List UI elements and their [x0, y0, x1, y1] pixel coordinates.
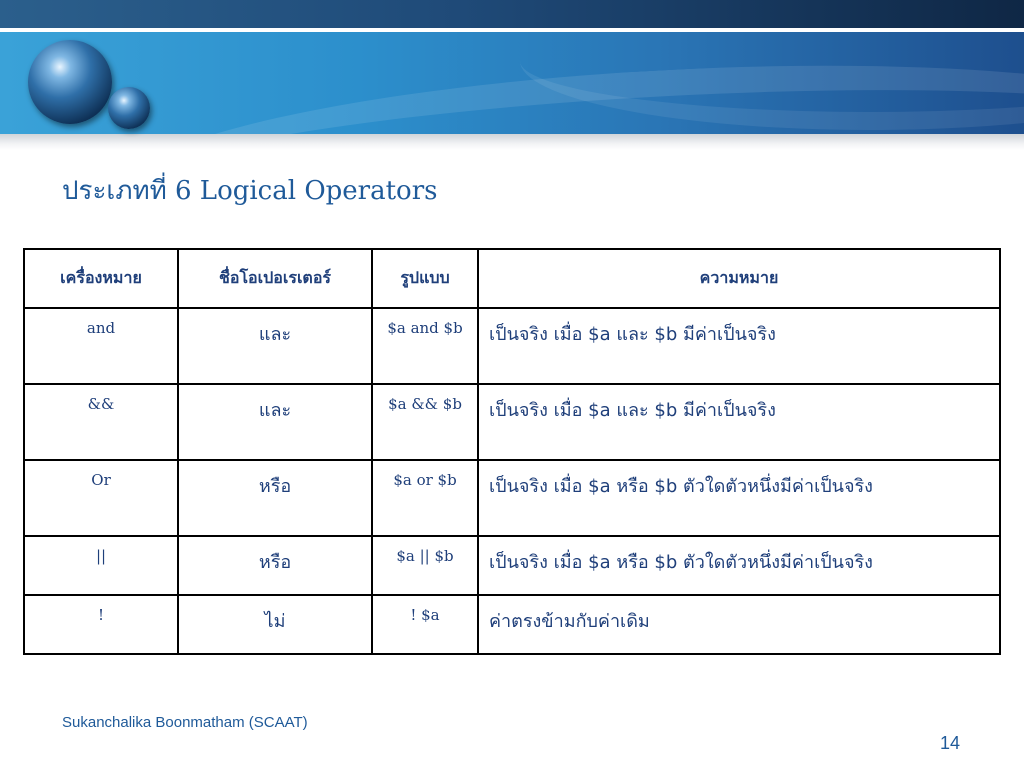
header-symbol: เครื่องหมาย — [24, 249, 178, 308]
cell-format: $a && $b — [372, 384, 478, 460]
cell-meaning: ค่าตรงข้ามกับค่าเดิม — [478, 595, 1000, 654]
table-row — [24, 595, 1000, 654]
table-row — [24, 536, 1000, 595]
header-banner — [0, 0, 1024, 150]
cell-format: ! $a — [372, 595, 478, 654]
cell-meaning: เป็นจริง เมื่อ $a และ $b มีค่าเป็นจริง — [478, 384, 1000, 460]
cell-name: หรือ — [178, 460, 372, 536]
header-operator-name: ชื่อโอเปอเรเตอร์ — [178, 249, 372, 308]
cell-symbol: and — [24, 308, 178, 384]
logical-operators-table — [23, 248, 1001, 655]
cell-name: หรือ — [178, 536, 372, 595]
cell-format: $a || $b — [372, 536, 478, 595]
page-number: 14 — [940, 733, 961, 753]
cell-meaning: เป็นจริง เมื่อ $a และ $b มีค่าเป็นจริง — [478, 308, 1000, 384]
cell-symbol: Or — [24, 460, 178, 536]
footer-author: Sukanchalika Boonmatham (SCAAT) — [62, 714, 308, 731]
cell-symbol: || — [24, 536, 178, 595]
slide-title: ประเภทที่ 6 Logical Operators — [62, 176, 438, 206]
cell-format: $a or $b — [372, 460, 478, 536]
cell-symbol: ! — [24, 595, 178, 654]
table-row — [24, 308, 1000, 384]
small-globe-icon — [108, 87, 150, 129]
large-globe-icon — [28, 40, 112, 124]
table-header-row — [24, 249, 1000, 308]
cell-format: $a and $b — [372, 308, 478, 384]
cell-symbol: && — [24, 384, 178, 460]
header-meaning: ความหมาย — [478, 249, 1000, 308]
banner-main — [0, 32, 1024, 134]
table-row — [24, 460, 1000, 536]
cell-name: และ — [178, 384, 372, 460]
table-row — [24, 384, 1000, 460]
cell-meaning: เป็นจริง เมื่อ $a หรือ $b ตัวใดตัวหนึ่งมีค่าเป็นจริง — [478, 460, 1000, 536]
header-format: รูปแบบ — [372, 249, 478, 308]
cell-name: ไม่ — [178, 595, 372, 654]
banner-top-stripe — [0, 0, 1024, 28]
cell-meaning: เป็นจริง เมื่อ $a หรือ $b ตัวใดตัวหนึ่งมีค่าเป็นจริง — [478, 536, 1000, 595]
banner-shadow — [0, 134, 1024, 150]
cell-name: และ — [178, 308, 372, 384]
